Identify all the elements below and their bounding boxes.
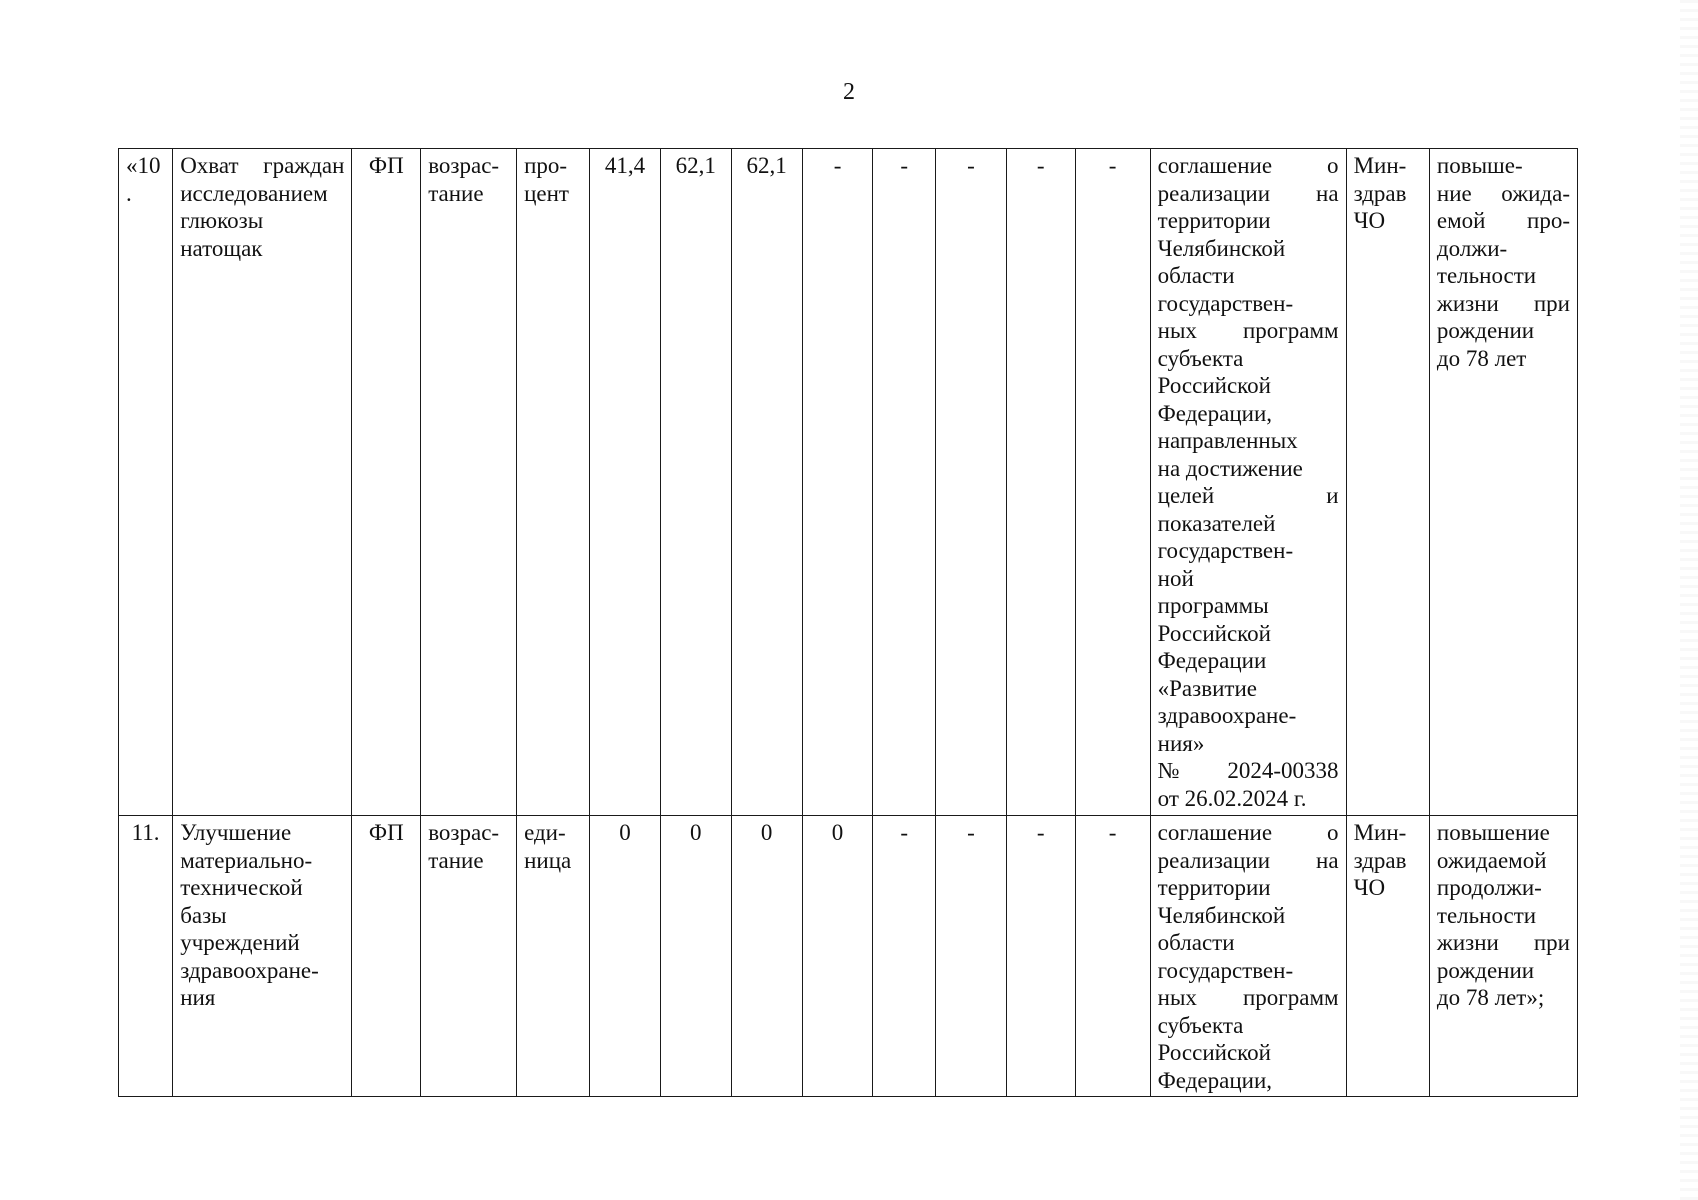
responsible-body [1354,152,1422,235]
responsible-cell [1346,149,1429,816]
cell-line: государствен- [1157,538,1294,563]
cell-line: соглашение о [1157,153,1339,178]
cell-line: повышение [1436,820,1550,845]
cell-line: тельности [1436,263,1537,288]
cell-line: Челябинской [1157,902,1286,928]
page-number: 2 [843,79,855,105]
cell-line: № 2024-00338 [1157,758,1339,783]
unit-cell [517,816,590,1097]
unit [524,819,582,874]
cell-line: тание [428,847,484,873]
project-type: ФП [352,149,421,816]
indicator-name-cell [173,816,352,1097]
goal-cell [1429,816,1577,1097]
trend [428,819,509,874]
cell-line: материально- [180,847,313,873]
cell-line: Мин- [1353,153,1407,178]
cell-line: технической [180,875,303,900]
value-cell: - [935,816,1006,1097]
cell-line: государствен- [1157,957,1294,983]
cell-line: цент [524,180,569,206]
cell-line: области [1157,263,1235,288]
cell-line: тельности [1436,902,1537,928]
value-cell: 0 [731,816,802,1097]
cell-line: Российской [1157,1040,1271,1065]
cell-line: ной [1157,565,1194,591]
cell-line: субъекта [1157,345,1244,371]
cell-line: здрав [1353,847,1407,873]
trend-cell [421,149,517,816]
cell-line: рождении [1436,318,1535,343]
cell-line: емой про- [1436,208,1570,233]
responsible-body [1354,819,1422,902]
value-cell: 62,1 [660,149,731,816]
cell-line: повыше- [1436,153,1523,178]
cell-line: натощак [180,235,263,261]
value-cell: 0 [590,816,661,1097]
cell-line: учреждений [180,930,300,955]
cell-line: на достижение [1157,455,1303,481]
value-cell: 62,1 [731,149,802,816]
cell-line: Федерации [1157,648,1267,673]
cell-line: Охват граждан [180,153,345,178]
cell-line: от 26.02.2024 г. [1157,785,1307,811]
value-cell: - [1006,816,1075,1097]
cell-line: Российской [1157,373,1271,398]
cell-line: ния» [1157,730,1205,756]
cell-line: территории [1157,875,1271,900]
project-type: ФП [352,816,421,1097]
unit [524,152,582,207]
cell-line: еди- [524,820,566,845]
basis-document [1158,819,1339,1094]
cell-line: направленных [1157,428,1298,453]
cell-line: до 78 лет»; [1436,985,1545,1010]
cell-line: ния [180,985,216,1010]
cell-line: про- [524,153,568,178]
cell-line: здравоохране- [1157,703,1297,728]
cell-line: реализации на [1157,847,1339,873]
row-number: «10. [119,149,173,816]
cell-line: программы [1157,593,1269,618]
goal-cell [1429,149,1577,816]
cell-line: исследованием [180,180,328,206]
goal [1437,152,1570,372]
scan-edge-artifact [1680,0,1698,1200]
cell-line: Челябинской [1157,235,1286,261]
row-number: 11. [119,816,173,1097]
value-cell: - [1006,149,1075,816]
cell-line: субъекта [1157,1012,1244,1038]
cell-line: здрав [1353,180,1407,206]
value-cell: 41,4 [590,149,661,816]
cell-line: рождении [1436,957,1535,983]
cell-line: Федерации, [1157,1067,1273,1093]
cell-line: Мин- [1353,820,1407,845]
cell-line: глюкозы [180,208,264,233]
table-row [119,816,1578,1097]
value-cell: - [873,149,936,816]
indicator-name [180,819,344,1012]
indicator-name [180,152,344,262]
indicator-name-cell [173,149,352,816]
cell-line: ние ожида- [1436,180,1570,206]
cell-line: ЧО [1353,875,1386,900]
cell-line: ница [524,847,572,873]
cell-line: здравоохране- [180,957,319,983]
value-cell: - [802,149,873,816]
cell-line: до 78 лет [1436,345,1527,371]
value-cell: - [873,816,936,1097]
basis-cell [1150,816,1346,1097]
cell-line: жизни при [1436,290,1570,316]
trend [428,152,509,207]
cell-line: ЧО [1353,208,1386,233]
value-cell: - [1075,149,1150,816]
cell-line: ных программ [1157,985,1339,1010]
cell-line: тание [428,180,484,206]
cell-line: области [1157,930,1235,955]
table-body [119,149,1578,1097]
cell-line: возрас- [428,820,500,845]
cell-line: ных программ [1157,318,1339,343]
cell-line: Федерации, [1157,400,1273,426]
basis-document [1158,152,1339,812]
trend-cell [421,816,517,1097]
cell-line: возрас- [428,153,500,178]
cell-line: территории [1157,208,1271,233]
cell-line: должи- [1436,235,1508,261]
cell-line: ожидаемой [1436,847,1547,873]
cell-line: соглашение о [1157,820,1339,845]
cell-line: продолжи- [1436,875,1542,900]
cell-line: Российской [1157,620,1271,646]
cell-line: Улучшение [180,820,292,845]
value-cell: - [935,149,1006,816]
value-cell: 0 [802,816,873,1097]
basis-cell [1150,149,1346,816]
cell-line: показателей [1157,510,1276,536]
cell-line: целей и [1157,483,1339,508]
value-cell: 0 [660,816,731,1097]
goal [1437,819,1570,1012]
responsible-cell [1346,816,1429,1097]
cell-line: базы [180,902,227,928]
cell-line: государствен- [1157,290,1294,316]
cell-line: реализации на [1157,180,1339,206]
value-cell: - [1075,816,1150,1097]
cell-line: жизни при [1436,930,1570,955]
indicators-table [118,148,1578,1097]
cell-line: «Развитие [1157,675,1257,701]
unit-cell [517,149,590,816]
table-row [119,149,1578,816]
